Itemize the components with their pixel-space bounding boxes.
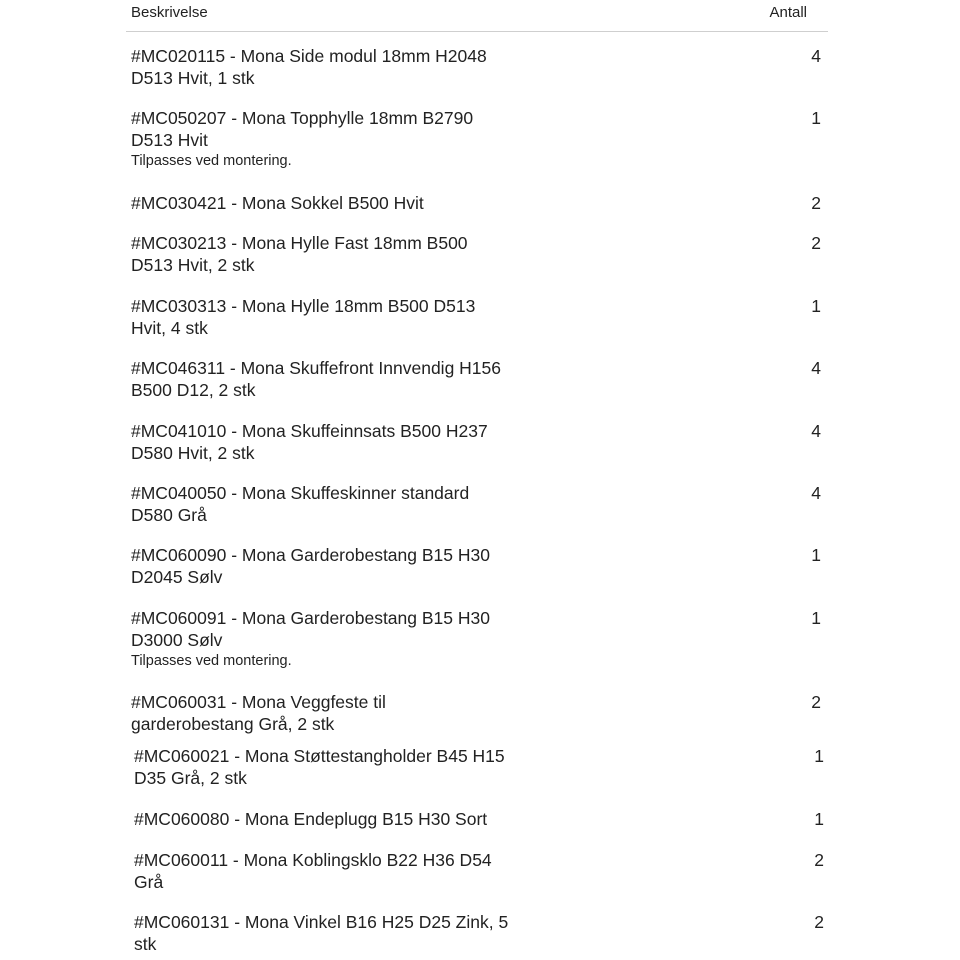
item-description <box>131 108 551 151</box>
item-description-line: Hvit, 4 stk <box>131 317 208 338</box>
item-description <box>131 46 551 89</box>
item-description-line: D3000 Sølv <box>131 629 223 650</box>
item-description-line: D513 Hvit <box>131 129 208 150</box>
item-quantity: 4 <box>811 421 821 441</box>
item-description <box>131 545 551 588</box>
item-description <box>131 233 551 276</box>
item-description-line: D2045 Sølv <box>131 566 223 587</box>
item-quantity: 2 <box>811 692 821 712</box>
item-description-line: #MC060031 - Mona Veggfeste til <box>131 692 386 712</box>
item-description-line: #MC030213 - Mona Hylle Fast 18mm B500 <box>131 233 468 253</box>
item-quantity: 2 <box>811 233 821 253</box>
item-quantity: 1 <box>814 809 824 829</box>
item-description-line: #MC060021 - Mona Støttestangholder B45 H15 <box>134 746 505 766</box>
table-header <box>126 0 828 32</box>
item-description-line: B500 D12, 2 stk <box>131 379 256 400</box>
item-description <box>131 358 551 401</box>
item-description <box>134 809 554 831</box>
column-header-quantity: Antall <box>769 4 807 21</box>
item-description <box>134 746 554 789</box>
item-description-line: #MC041010 - Mona Skuffeinnsats B500 H237 <box>131 421 488 441</box>
item-description-line: D513 Hvit, 1 stk <box>131 67 255 88</box>
item-description-line: #MC030421 - Mona Sokkel B500 Hvit <box>131 193 424 213</box>
item-quantity: 4 <box>811 46 821 66</box>
item-description <box>134 912 554 955</box>
item-quantity: 1 <box>811 296 821 316</box>
item-description-line: #MC040050 - Mona Skuffeskinner standard <box>131 483 470 503</box>
item-description-line: #MC060090 - Mona Garderobestang B15 H30 <box>131 545 490 565</box>
item-note: Tilpasses ved montering. <box>131 153 292 169</box>
item-description-line: D580 Grå <box>131 504 207 525</box>
item-quantity: 2 <box>811 193 821 213</box>
item-description <box>131 421 551 464</box>
item-description-line: D580 Hvit, 2 stk <box>131 442 255 463</box>
item-description <box>131 608 551 651</box>
item-description-line: #MC030313 - Mona Hylle 18mm B500 D513 <box>131 296 476 316</box>
column-header-description: Beskrivelse <box>131 4 208 21</box>
item-quantity: 1 <box>814 746 824 766</box>
item-description-line: #MC060080 - Mona Endeplugg B15 H30 Sort <box>134 809 488 829</box>
item-description-line: D35 Grå, 2 stk <box>134 767 247 788</box>
item-quantity: 2 <box>814 912 824 932</box>
item-description-line: #MC060091 - Mona Garderobestang B15 H30 <box>131 608 490 628</box>
item-description <box>131 296 551 339</box>
item-description-line: stk <box>134 933 157 954</box>
item-description <box>131 193 551 215</box>
item-description-line: #MC060131 - Mona Vinkel B16 H25 D25 Zink, 5 <box>134 912 509 932</box>
item-description <box>131 692 551 735</box>
item-description-line: D513 Hvit, 2 stk <box>131 254 255 275</box>
item-quantity: 2 <box>814 850 824 870</box>
item-note: Tilpasses ved montering. <box>131 653 292 669</box>
item-quantity: 4 <box>811 358 821 378</box>
item-description <box>134 850 554 893</box>
item-quantity: 1 <box>811 108 821 128</box>
item-quantity: 4 <box>811 483 821 503</box>
item-description-line: #MC020115 - Mona Side modul 18mm H2048 <box>131 46 487 66</box>
item-description-line: #MC046311 - Mona Skuffefront Innvendig H156 <box>131 358 502 378</box>
item-quantity: 1 <box>811 608 821 628</box>
item-description-line: garderobestang Grå, 2 stk <box>131 713 335 734</box>
item-quantity: 1 <box>811 545 821 565</box>
item-description-line: #MC060011 - Mona Koblingsklo B22 H36 D54 <box>134 850 492 870</box>
item-description-line: #MC050207 - Mona Topphylle 18mm B2790 <box>131 108 474 128</box>
item-description-line: Grå <box>134 871 164 892</box>
item-description <box>131 483 551 526</box>
